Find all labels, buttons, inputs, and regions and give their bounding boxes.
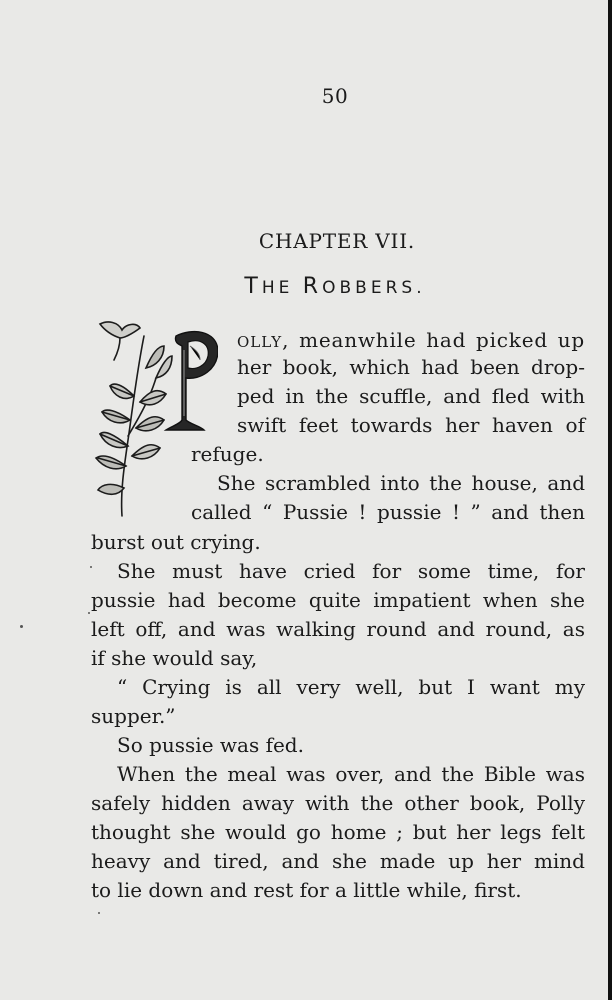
floral-drop-cap-icon xyxy=(92,316,218,524)
paragraph2-line2: called “ Pussie ! pussie ! ” and then xyxy=(191,500,585,524)
paragraph4-line2: supper.” xyxy=(91,704,176,728)
paragraph6-line2: safely hidden away with the other book, Polly xyxy=(91,791,585,815)
paragraph3-line2: pussie had become quite impatient when she xyxy=(91,588,585,612)
chapter-title: THE ROBBERS. xyxy=(244,274,426,299)
paragraph1-line2: her book, which had been drop- xyxy=(237,355,585,379)
paragraph2-line3: burst out crying. xyxy=(91,530,261,554)
print-speck xyxy=(98,912,100,914)
print-speck xyxy=(88,612,90,614)
paragraph1-line5: refuge. xyxy=(191,442,264,466)
print-speck xyxy=(90,566,92,568)
paragraph6-line1: When the meal was over, and the Bible was xyxy=(117,762,585,786)
paragraph6-line5: to lie down and rest for a little while, first. xyxy=(91,878,522,902)
paragraph4-line1: “ Crying is all very well, but I want my xyxy=(117,675,585,699)
paragraph2-line1: She scrambled into the house, and xyxy=(217,471,585,495)
paragraph3-line3: left off, and was walking round and round, as xyxy=(91,617,585,641)
page-number: 50 xyxy=(321,84,349,108)
paragraph1-line1 xyxy=(237,327,585,355)
paragraph3-line1: She must have cried for some time, for xyxy=(117,559,585,583)
print-speck xyxy=(20,625,23,628)
paragraph5-line1: So pussie was fed. xyxy=(117,733,304,757)
page-edge xyxy=(608,0,612,1000)
paragraph1-line1-text: OLLY, meanwhile had picked up xyxy=(237,328,585,352)
paragraph6-line3: thought she would go home ; but her legs felt xyxy=(91,820,585,844)
paragraph3-line4: if she would say, xyxy=(91,646,258,670)
paragraph6-line4: heavy and tired, and she made up her mind xyxy=(91,849,585,873)
paragraph1-line4: swift feet towards her haven of xyxy=(237,413,585,437)
paragraph1-line3: ped in the scuffle, and fled with xyxy=(237,384,585,408)
chapter-heading: CHAPTER VII. xyxy=(258,229,416,253)
